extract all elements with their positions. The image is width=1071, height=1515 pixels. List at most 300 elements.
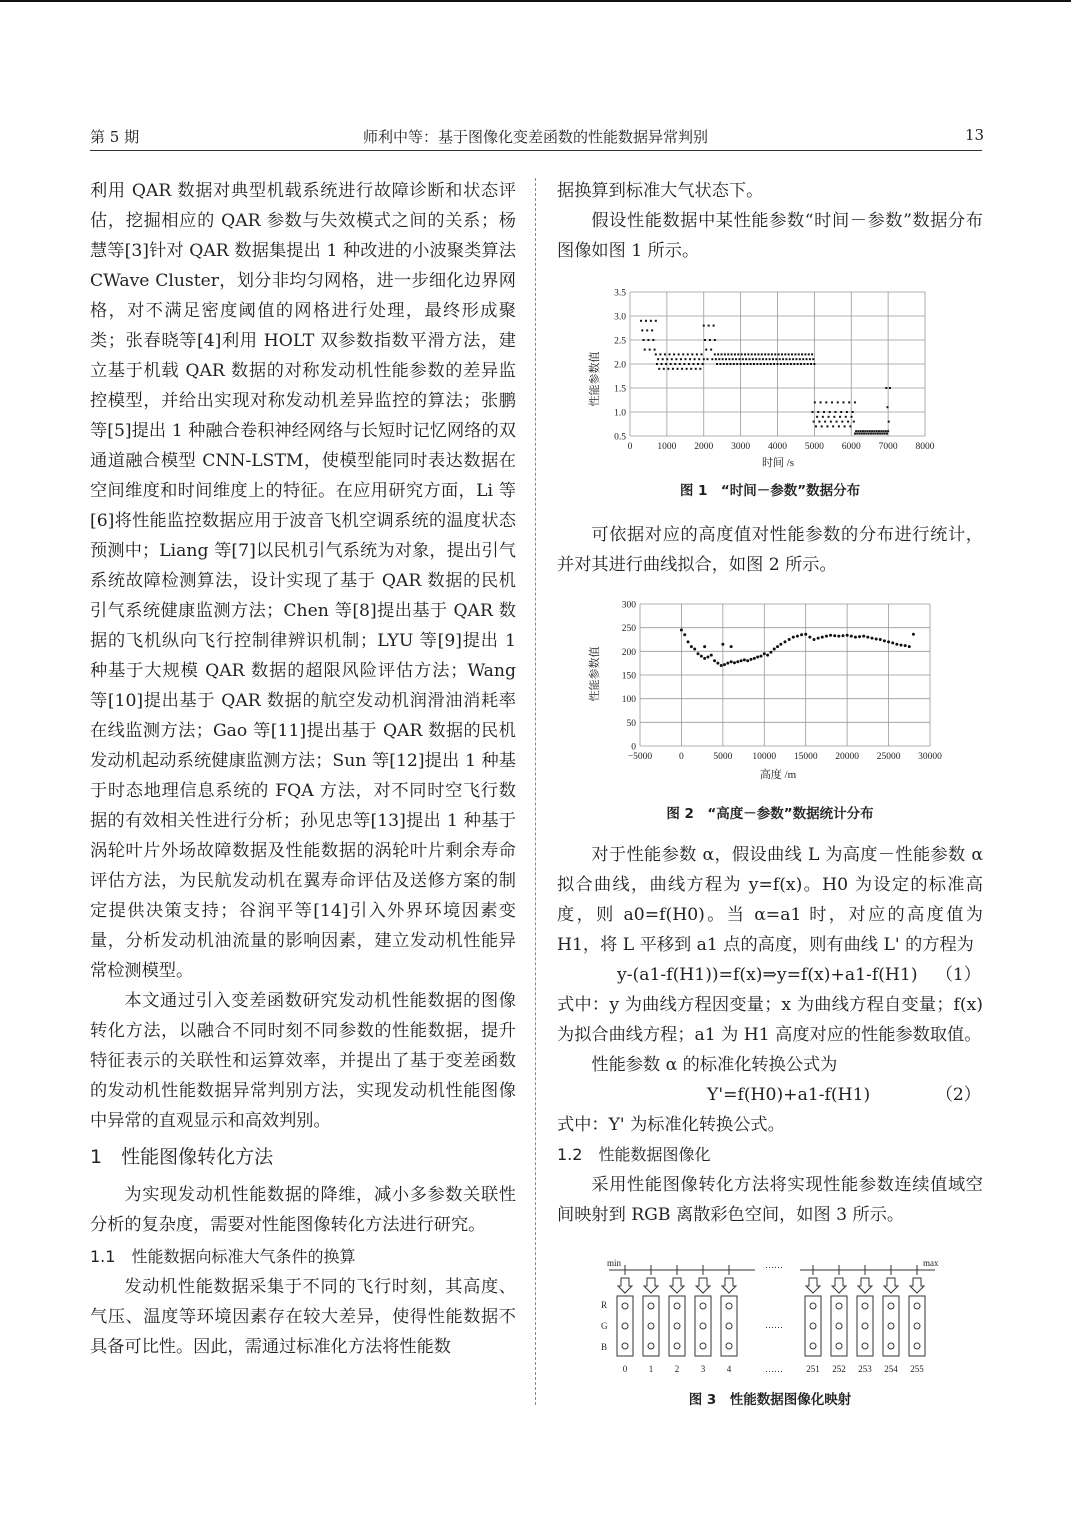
data-point [856,433,858,435]
data-point [769,358,771,360]
row-label-r: R [601,1300,608,1310]
channel-dot [862,1303,868,1309]
data-point [683,363,685,365]
data-point [873,430,875,432]
data-point [821,636,824,639]
y-tick-label: 0.5 [614,432,626,443]
data-point [794,353,796,355]
equation-1-body: y-(a1-f(H1))=f(x)⇒y=f(x)+a1-f(H1) [617,965,918,985]
data-point [717,353,719,355]
data-point [755,358,757,360]
figure-1-chart [580,284,960,470]
x-tick-label: 3000 [731,442,751,452]
data-point [850,416,852,418]
x-tick-label: −5000 [627,752,653,762]
data-point [752,358,754,360]
paragraph: 本文通过引入变差函数研究发动机性能数据的图像转化方法，以融合不同时刻不同参数的性能数据，提升特征表示的关联性和运算效率，并提出了基于变差函数的发动机性能数据异常判别方法，实现发动机性能图像中异常的直观显示和高效判别。 [90,991,516,1131]
data-point [658,368,660,370]
data-point [826,425,828,427]
data-point [721,643,724,646]
data-point [659,353,661,355]
data-point [788,638,791,641]
channel-dot [888,1323,894,1329]
data-point [828,416,830,418]
data-point [811,353,813,355]
arrow-icon [910,1278,924,1293]
data-point [875,433,877,435]
data-point [704,339,706,341]
data-point [807,363,809,365]
bin-label: 0 [622,1364,628,1374]
data-point [806,358,808,360]
data-point [888,421,890,423]
data-point [784,353,786,355]
data-point [808,353,810,355]
data-point [730,660,733,663]
row-label-b: B [601,1342,608,1352]
data-point [866,636,869,639]
data-point [722,358,724,360]
data-point [773,363,775,365]
data-point [723,663,726,666]
data-point [696,353,698,355]
bin-label: 1 [648,1364,654,1374]
data-point [875,638,878,641]
channel-dot [836,1303,842,1309]
y-tick-label: 300 [621,600,636,611]
arrow-icon [644,1278,658,1293]
data-point [740,363,742,365]
data-point [756,363,758,365]
data-point [877,433,879,435]
data-point [764,353,766,355]
data-point [792,636,795,639]
channel-dot [700,1303,706,1309]
figure-3-diagram [595,1252,945,1378]
bottom-ellipsis: …… [765,1364,783,1374]
data-point [791,353,793,355]
data-point [778,353,780,355]
paragraph: 可依据对应的高度值对性能参数的分布进行统计，并对其进行曲线拟合，如图 2 所示。 [557,525,983,575]
data-point [812,411,814,413]
data-point [798,353,800,355]
data-point [818,421,820,423]
data-point [646,329,648,331]
data-point [715,358,717,360]
y-tick-label: 2.0 [614,360,626,371]
channel-dot [862,1343,868,1349]
bin-label: 3 [700,1364,706,1374]
data-point [829,634,832,637]
data-point [700,655,703,658]
data-point [854,636,857,639]
data-point [719,363,721,365]
paragraph: 假设性能数据中某性能参数“时间－参数”数据分布图像如图 1 所示。 [557,211,983,261]
y-tick-label: 3.5 [614,288,626,299]
data-point [733,661,736,664]
data-point [733,363,735,365]
data-point [804,353,806,355]
data-point [655,353,657,355]
data-point [708,325,710,327]
data-point [868,433,870,435]
x-tick-label: 8000 [915,442,935,452]
paragraph: 采用性能图像转化方法将实现性能参数连续值域空间映射到 RGB 离散彩色空间，如图 3 所示。 [557,1175,983,1225]
data-point [705,349,707,351]
data-point [820,401,822,403]
channel-dot [914,1343,920,1349]
data-point [762,358,764,360]
equation-2 [557,1080,983,1110]
figure-1-caption: 图 1 “时间－参数”数据分布 [679,483,861,499]
data-point [784,640,787,643]
data-point [716,662,719,665]
arrow-icon [722,1278,736,1293]
y-tick-label: 2.5 [614,336,626,347]
data-point [645,320,647,322]
data-point [691,353,693,355]
data-point [655,320,657,322]
x-tick-label: 15000 [793,752,818,762]
data-point [683,633,686,636]
data-point [832,425,834,427]
data-point [670,363,672,365]
paragraph: 对于性能参数 α，假设曲线 L 为高度－性能参数 α 拟合曲线，曲线方程为 y=f(x)。H0 为设定的标准高度，则 a0=f(H0)。当 α=a1 时，对应的高度值为 H1，将 L 平移到 a1 点的高度，则有曲线 L' 的方程为 [557,845,983,955]
data-point [863,433,865,435]
data-point [845,416,847,418]
bin-label: 253 [858,1364,872,1374]
data-point [643,339,645,341]
data-point [813,363,815,365]
data-point [884,433,886,435]
x-tick-label: 2000 [694,442,714,452]
data-point [839,416,841,418]
data-point [745,358,747,360]
data-point [736,660,739,663]
data-point [787,363,789,365]
data-point [879,638,882,641]
data-point [858,635,861,638]
top-ellipsis: …… [765,1260,783,1270]
data-point [674,363,676,365]
data-point [881,433,883,435]
data-point [850,635,853,638]
data-point [676,368,678,370]
min-label: min [607,1258,622,1268]
rgb-cell [883,1296,899,1356]
data-point [641,329,643,331]
data-point [891,641,894,644]
channel-dot [622,1343,628,1349]
data-point [743,658,746,661]
channel-dot [862,1323,868,1329]
data-point [770,363,772,365]
data-point [721,353,723,355]
data-point [750,363,752,365]
data-point [813,421,815,423]
data-point [841,421,843,423]
data-point [706,656,709,659]
data-point [729,363,731,365]
data-point [817,637,820,640]
paragraph: 性能参数 α 的标准化转换公式为 [591,1055,838,1075]
channel-dot [810,1303,816,1309]
data-point [848,401,850,403]
data-point [813,638,816,641]
right-column-bottom [557,840,983,1230]
channel-dot [810,1343,816,1349]
x-tick-label: 4000 [768,442,787,452]
data-point [671,358,673,360]
x-tick-label: 0 [627,442,633,452]
data-point [756,656,759,659]
data-point [908,645,911,648]
data-point [900,644,903,647]
x-tick-label: 30000 [918,752,942,762]
row-label-g: G [601,1321,608,1331]
data-point [772,358,774,360]
data-point [690,645,693,648]
data-point [779,358,781,360]
data-point [887,640,890,643]
data-point [759,358,761,360]
data-point [740,659,743,662]
channel-dot [700,1343,706,1349]
data-point [727,353,729,355]
data-point [775,358,777,360]
data-point [650,320,652,322]
data-point [710,349,712,351]
data-point [838,425,840,427]
data-point [703,645,706,648]
data-point [744,353,746,355]
bin-label: 254 [884,1364,898,1374]
right-column-top [557,176,983,266]
data-point [842,401,844,403]
paragraph: 式中：Y' 为标准化转换公式。 [557,1115,785,1135]
data-point [738,358,740,360]
data-point [886,433,888,435]
data-point [895,643,898,646]
arrow-icon [884,1278,898,1293]
data-point [656,363,658,365]
bin-label: 255 [910,1364,924,1374]
data-point [800,363,802,365]
data-point [837,635,840,638]
data-point [776,363,778,365]
data-point [684,358,686,360]
data-point [776,645,779,648]
data-point [904,644,907,647]
data-point [781,353,783,355]
data-point [694,358,696,360]
data-point [757,353,759,355]
data-point [846,411,848,413]
data-point [741,353,743,355]
data-point [746,363,748,365]
data-point [802,358,804,360]
data-point [804,633,807,636]
x-axis-label: 时间 /s [761,457,795,469]
data-point [853,421,855,423]
data-point [883,639,886,642]
data-point [644,349,646,351]
data-point [871,637,874,640]
data-point [822,416,824,418]
data-point [800,633,803,636]
data-point [854,433,856,435]
data-point [887,406,889,408]
data-point [883,430,885,432]
equation-1 [557,960,983,990]
data-point [736,363,738,365]
data-point [842,634,845,637]
channel-dot [888,1343,894,1349]
channel-dot [622,1303,628,1309]
rgb-cell [643,1296,659,1356]
channel-dot [622,1323,628,1329]
data-point [665,363,667,365]
data-point [809,358,811,360]
data-point [801,353,803,355]
data-point [834,411,836,413]
data-point [732,358,734,360]
data-point [700,353,702,355]
arrow-icon [618,1278,632,1293]
data-point [716,363,718,365]
channel-dot [648,1323,654,1329]
data-point [816,416,818,418]
data-point [726,363,728,365]
data-point [847,421,849,423]
y-axis-label: 性能参数值 [589,646,601,702]
rgb-cell [857,1296,873,1356]
data-point [803,363,805,365]
data-point [760,363,762,365]
data-point [830,421,832,423]
rgb-cell [721,1296,737,1356]
data-point [912,633,915,636]
data-point [725,358,727,360]
data-point [663,368,665,370]
x-tick-label: 7000 [878,442,898,452]
data-point [724,353,726,355]
data-point [751,353,753,355]
data-point [793,363,795,365]
data-point [869,430,871,432]
data-point [840,411,842,413]
x-axis-label: 高度 /m [759,769,797,781]
data-point [855,430,857,432]
rgb-cell [831,1296,847,1356]
data-point [680,358,682,360]
data-point [824,421,826,423]
channel-dot [726,1303,732,1309]
data-point [714,339,716,341]
data-point [773,647,776,650]
data-point [687,640,690,643]
data-point [686,368,688,370]
y-tick-label: 50 [626,718,636,729]
arrow-icon [858,1278,872,1293]
x-tick-label: 20000 [835,752,860,762]
data-point [837,401,839,403]
channel-dot [836,1343,842,1349]
data-point [867,430,869,432]
data-point [795,358,797,360]
data-point [879,433,881,435]
data-point [825,401,827,403]
x-tick-label: 10000 [752,752,777,762]
column-divider [535,178,536,1405]
data-point [817,411,819,413]
data-point [730,645,733,648]
rgb-cell [909,1296,925,1356]
bin-label: 2 [674,1364,680,1374]
data-point [796,635,799,638]
data-point [780,363,782,365]
x-tick-label: 6000 [841,442,861,452]
data-point [666,358,668,360]
y-tick-label: 200 [621,647,636,658]
data-point [825,635,828,638]
data-point [687,353,689,355]
paragraph: 为实现发动机性能数据的降维，减小多参数关联性分析的复杂度，需要对性能图像转化方法进行研究。 [90,1185,516,1235]
paragraph: 据换算到标准大气状态下。 [557,181,764,201]
data-point [788,353,790,355]
data-point [697,652,700,655]
data-point [667,368,669,370]
data-point [765,358,767,360]
data-point [779,643,782,646]
data-point [885,387,887,389]
data-point [720,664,723,667]
data-point [662,358,664,360]
data-point [672,368,674,370]
running-title: 师利中等：基于图像化变差函数的性能数据异常判别 [362,128,708,146]
data-point [688,363,690,365]
data-point [703,325,705,327]
page-number: 13 [965,126,985,144]
channel-dot [914,1303,920,1309]
data-point [821,425,823,427]
y-tick-label: 0 [631,742,636,753]
rgb-cell [695,1296,711,1356]
equation-1-number: （1） [935,965,981,985]
channel-dot [810,1323,816,1329]
bin-label: 252 [832,1364,846,1374]
data-point [782,358,784,360]
data-point [872,433,874,435]
data-point [703,657,706,660]
bin-label: 251 [806,1364,820,1374]
data-point [703,358,705,360]
channel-dot [726,1323,732,1329]
data-point [887,430,889,432]
data-point [833,634,836,637]
arrow-icon [806,1278,820,1293]
middle-ellipsis: …… [765,1320,783,1330]
header-rule [90,150,982,151]
data-point [761,353,763,355]
data-point [862,635,865,638]
rgb-cell [805,1296,821,1356]
rgb-cell [669,1296,685,1356]
data-point [852,411,854,413]
data-point [763,363,765,365]
data-point [878,430,880,432]
data-point [675,358,677,360]
